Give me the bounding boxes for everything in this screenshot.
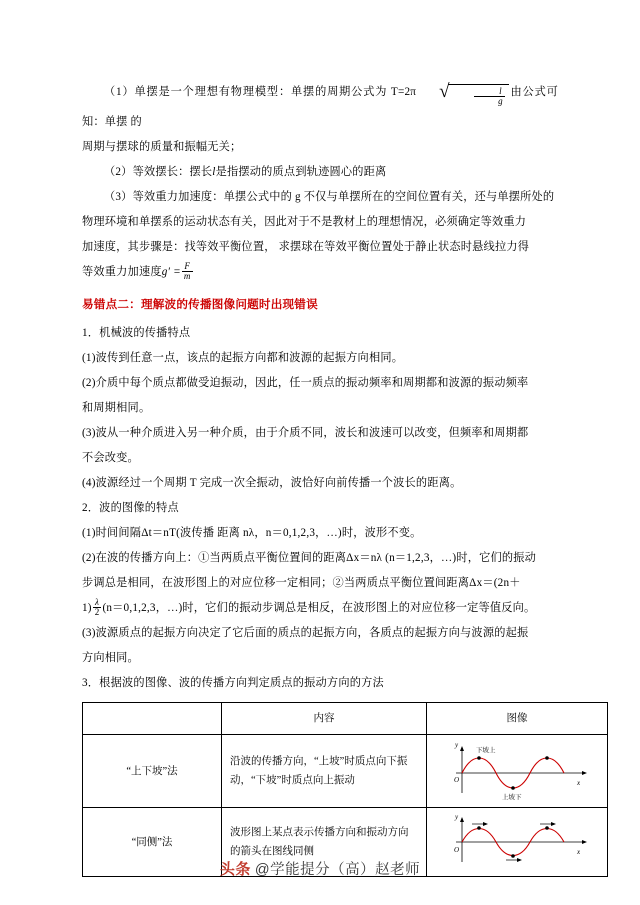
subsection-1-item-3: 和周期相同。 (82, 402, 151, 415)
symbol-l: l (212, 166, 216, 179)
fraction-denominator: 2 (94, 607, 100, 618)
paragraph-6: 加速度，其步骤是：找等效平衡位置， 求摆球在等效平衡位置处于静止状态时悬线拉力得 (82, 241, 530, 254)
table-header-blank (83, 703, 222, 735)
method-content-same-side: 波形图上某点表示传播方向和振动方向的箭头在图线同侧 (222, 808, 427, 877)
subsection-2-item-5: (3)波源质点的起振方向决定了它后面的质点的起振方向，各质点的起振方向与波源的起振 (82, 627, 529, 640)
paragraph-1-suffix: 由公式可知：单摆 的 (82, 86, 558, 129)
g-prime-equals: g′ = (161, 266, 181, 279)
section-heading-error-point-2: 易错点二：理解波的传播图像问题时出现错误 (82, 298, 318, 312)
fraction-numerator: λ (93, 598, 102, 608)
subsection-3-title: 3．根据波的图像、波的传播方向判定质点的振动方向的方法 (82, 677, 384, 690)
subsection-2-item-4-text-after: (n＝0,1,2,3，…)时，它们的振动步调总是相反，在波形图上的对应位移一定等值反向。 (102, 602, 536, 615)
method-name-same-side: “同侧”法 (83, 808, 222, 877)
fraction-lambda-2 (93, 598, 102, 618)
method-image-uphill-downhill (427, 735, 608, 808)
subsection-2-item-4 (82, 596, 558, 621)
subsection-1-item-5: 不会改变。 (82, 452, 139, 465)
svg-text:O: O (454, 776, 460, 785)
subsection-2-item-3: 步调总是相同，在波形图上的对应位移一定相同；②当两质点平衡位置间距离Δx＝(2n＋ (82, 577, 521, 590)
paragraph-3-b: 是指摆动的质点到轨迹圆心的距离 (215, 166, 387, 179)
watermark (0, 858, 640, 879)
subsection-2-title: 2．波的图像的特点 (82, 502, 179, 515)
paragraph-7 (82, 260, 558, 285)
svg-text:O: O (454, 846, 460, 855)
subsection-1-title: 1．机械波的传播特点 (82, 327, 191, 340)
methods-table (82, 702, 608, 877)
document-content (82, 80, 581, 877)
paragraph-1-prefix: （1）单摆是一个理想有物理模型：单摆的周期公式为 T=2 (104, 86, 411, 98)
subsection-2-item-1: (1)时间间隔Δt＝nT(波传播 距离 nλ，n＝0,1,2,3，…)时，波形不变。 (82, 527, 422, 540)
paragraph-4: （3）等效重力加速度：单摆公式中的 g 不仅与单摆所在的空间位置有关，还与单摆所处的 (104, 191, 555, 204)
method-content-uphill-downhill: 沿波的传播方向，“上坡”时质点向下振动，“下坡”时质点向上振动 (222, 735, 427, 808)
svg-text:x: x (577, 848, 581, 857)
watermark-text: @学能提分（高）赵老师 (254, 862, 421, 878)
fraction-denominator: m (183, 271, 191, 282)
svg-text:y: y (455, 814, 459, 822)
fraction-denominator: g (498, 96, 503, 107)
subsection-2-item-6: 方向相同。 (82, 652, 139, 665)
method-name-uphill-downhill: “上下坡”法 (83, 735, 222, 808)
svg-text:x: x (577, 779, 581, 788)
fraction-numerator: F (182, 262, 193, 272)
subsection-1-item-6: (4)波源经过一个周期 T 完成一次全振动，波恰好向前传播一个波长的距离。 (82, 477, 462, 490)
fraction-l-g (474, 87, 505, 107)
paragraph-3 (82, 160, 558, 185)
paragraph-2: 周期与摆球的质量和振幅无关； (82, 141, 242, 154)
wave-diagram-uphill-downhill (442, 741, 592, 801)
svg-text:下坡上: 下坡上 (476, 747, 496, 755)
fraction-F-m (182, 262, 193, 282)
paragraph-7-a: 等效重力加速度 (82, 266, 162, 279)
pi-symbol: π (410, 86, 417, 98)
table-header-content: 内容 (222, 703, 427, 735)
paragraph-1 (82, 80, 558, 135)
subsection-2-item-4-text-before: 1) (82, 602, 92, 615)
subsection-2-item-2: (2)在波的传播方向上：①当两质点平衡位置间的距离Δx＝nλ (n＝1,2,3，…)时，它们的振动 (82, 552, 537, 565)
table-row (83, 735, 608, 808)
subsection-1-item-4: (3)波从一种介质进入另一种介质，由于介质不同，波长和波速可以改变，但频率和周期都 (82, 427, 529, 440)
watermark-logo: 头条 (219, 861, 251, 878)
fraction-numerator: √ l (474, 87, 505, 97)
svg-text:上坡下: 上坡下 (502, 794, 522, 802)
subsection-1-item-2: (2)介质中每个质点都做受迫振动，因此，任一质点的振动频率和周期都和波源的振动频率 (82, 377, 529, 390)
svg-text:y: y (455, 741, 459, 750)
table-header-image: 图像 (427, 703, 608, 735)
sqrt-l-over-g (417, 84, 509, 110)
subsection-1-item-1: (1)波传到任意一点，该点的起振方向都和波源的起振方向相同。 (82, 352, 404, 365)
table-header-row (83, 703, 608, 735)
paragraph-3-a: （2）等效摆长：摆长 (104, 166, 213, 179)
paragraph-5: 物理环境和单摆系的运动状态有关，因此对于不是教材上的理想情况，必须确定等效重力 (82, 216, 527, 229)
